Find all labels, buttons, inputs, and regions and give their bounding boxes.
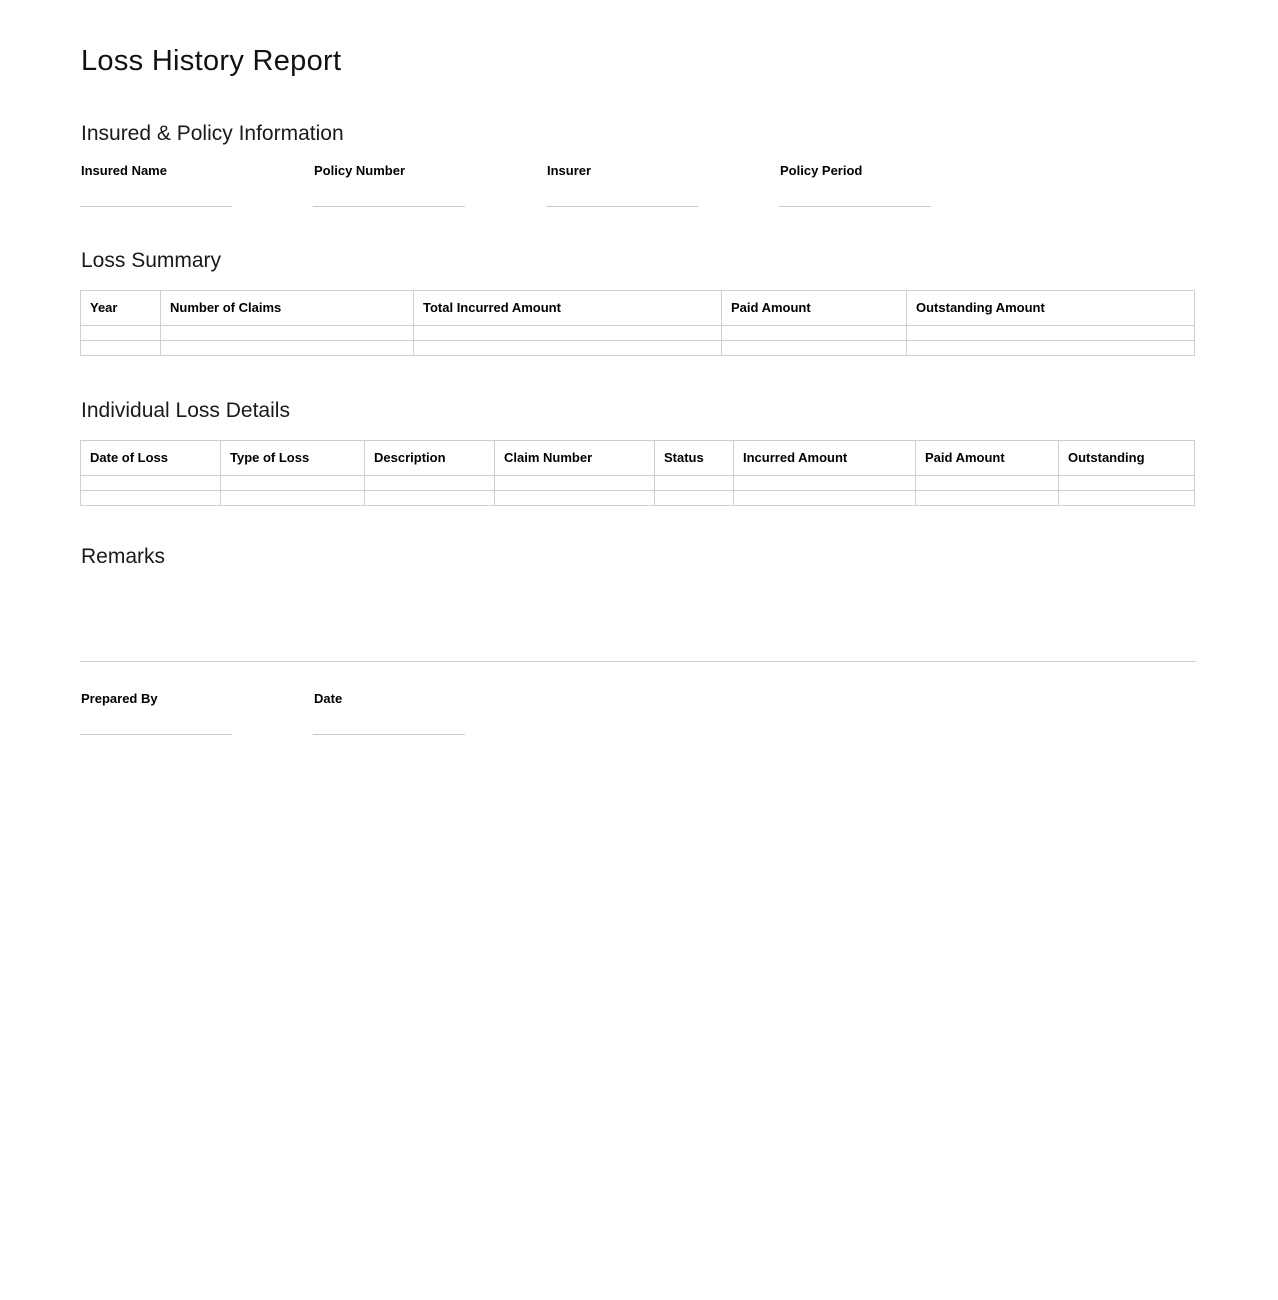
cell-incurred-amount[interactable] xyxy=(734,475,916,490)
cell-year[interactable] xyxy=(81,340,161,355)
loss-summary-table xyxy=(80,290,1195,356)
field-prepared-by xyxy=(80,691,313,735)
field-label-insurer: Insurer xyxy=(547,162,592,178)
cell-type-of-loss[interactable] xyxy=(221,475,365,490)
signature-field-grid xyxy=(80,691,1196,735)
spacer xyxy=(80,662,1196,691)
cell-status[interactable] xyxy=(655,490,734,505)
column-header-incurred-amount: Incurred Amount xyxy=(734,440,916,475)
column-header-outstanding-amount: Outstanding Amount xyxy=(907,290,1195,325)
field-label-insured-name: Insured Name xyxy=(81,162,167,178)
table-row xyxy=(81,325,1195,340)
spacer xyxy=(80,356,1196,398)
field-policy-period xyxy=(779,163,1012,207)
column-header-outstanding: Outstanding xyxy=(1059,440,1195,475)
field-input-insurer[interactable] xyxy=(546,206,698,207)
cell-outstanding-amount[interactable] xyxy=(907,340,1195,355)
field-label-policy-number: Policy Number xyxy=(314,162,406,178)
section-heading-individual-loss-details: Individual Loss Details xyxy=(81,398,290,422)
cell-status[interactable] xyxy=(655,475,734,490)
cell-number-of-claims[interactable] xyxy=(161,325,414,340)
column-header-total-incurred-amount: Total Incurred Amount xyxy=(414,290,722,325)
cell-outstanding[interactable] xyxy=(1059,490,1195,505)
cell-paid-amount[interactable] xyxy=(722,340,907,355)
cell-date-of-loss[interactable] xyxy=(81,475,221,490)
cell-description[interactable] xyxy=(365,475,495,490)
spacer xyxy=(80,207,1196,248)
field-input-policy-period[interactable] xyxy=(779,206,931,207)
field-input-insured-name[interactable] xyxy=(80,206,232,207)
cell-incurred-amount[interactable] xyxy=(734,490,916,505)
spacer xyxy=(80,506,1196,544)
cell-total-incurred-amount[interactable] xyxy=(414,325,722,340)
field-label-policy-period: Policy Period xyxy=(780,162,863,178)
cell-outstanding[interactable] xyxy=(1059,475,1195,490)
section-heading-loss-summary: Loss Summary xyxy=(81,248,222,272)
column-header-type-of-loss: Type of Loss xyxy=(221,440,365,475)
field-input-policy-number[interactable] xyxy=(313,206,465,207)
table-header-row xyxy=(81,290,1195,325)
field-label-prepared-by: Prepared By xyxy=(81,691,158,707)
table-header-row xyxy=(81,440,1195,475)
column-header-paid-amount: Paid Amount xyxy=(722,290,907,325)
cell-paid-amount[interactable] xyxy=(916,475,1059,490)
column-header-claim-number: Claim Number xyxy=(495,440,655,475)
field-label-date: Date xyxy=(314,691,343,707)
cell-claim-number[interactable] xyxy=(495,475,655,490)
column-header-paid-amount: Paid Amount xyxy=(916,440,1059,475)
column-header-date-of-loss: Date of Loss xyxy=(81,440,221,475)
cell-type-of-loss[interactable] xyxy=(221,490,365,505)
table-row xyxy=(81,490,1195,505)
cell-claim-number[interactable] xyxy=(495,490,655,505)
cell-date-of-loss[interactable] xyxy=(81,490,221,505)
cell-year[interactable] xyxy=(81,325,161,340)
section-heading-remarks: Remarks xyxy=(81,544,166,568)
individual-loss-details-table xyxy=(80,440,1195,506)
cell-paid-amount[interactable] xyxy=(916,490,1059,505)
table-row xyxy=(81,475,1195,490)
field-input-prepared-by[interactable] xyxy=(80,734,232,735)
column-header-year: Year xyxy=(81,290,161,325)
field-date xyxy=(313,691,546,735)
cell-number-of-claims[interactable] xyxy=(161,340,414,355)
cell-outstanding-amount[interactable] xyxy=(907,325,1195,340)
section-heading-insured-policy-information: Insured & Policy Information xyxy=(81,121,344,145)
column-header-description: Description xyxy=(365,440,495,475)
page-title: Loss History Report xyxy=(81,45,342,77)
cell-paid-amount[interactable] xyxy=(722,325,907,340)
field-insured-name xyxy=(80,163,313,207)
field-input-date[interactable] xyxy=(313,734,465,735)
column-header-status: Status xyxy=(655,440,734,475)
insured-policy-field-grid xyxy=(80,163,1196,207)
cell-total-incurred-amount[interactable] xyxy=(414,340,722,355)
remarks-input[interactable] xyxy=(80,586,1196,661)
field-policy-number xyxy=(313,163,546,207)
column-header-number-of-claims: Number of Claims xyxy=(161,290,414,325)
field-insurer xyxy=(546,163,779,207)
table-row xyxy=(81,340,1195,355)
cell-description[interactable] xyxy=(365,490,495,505)
